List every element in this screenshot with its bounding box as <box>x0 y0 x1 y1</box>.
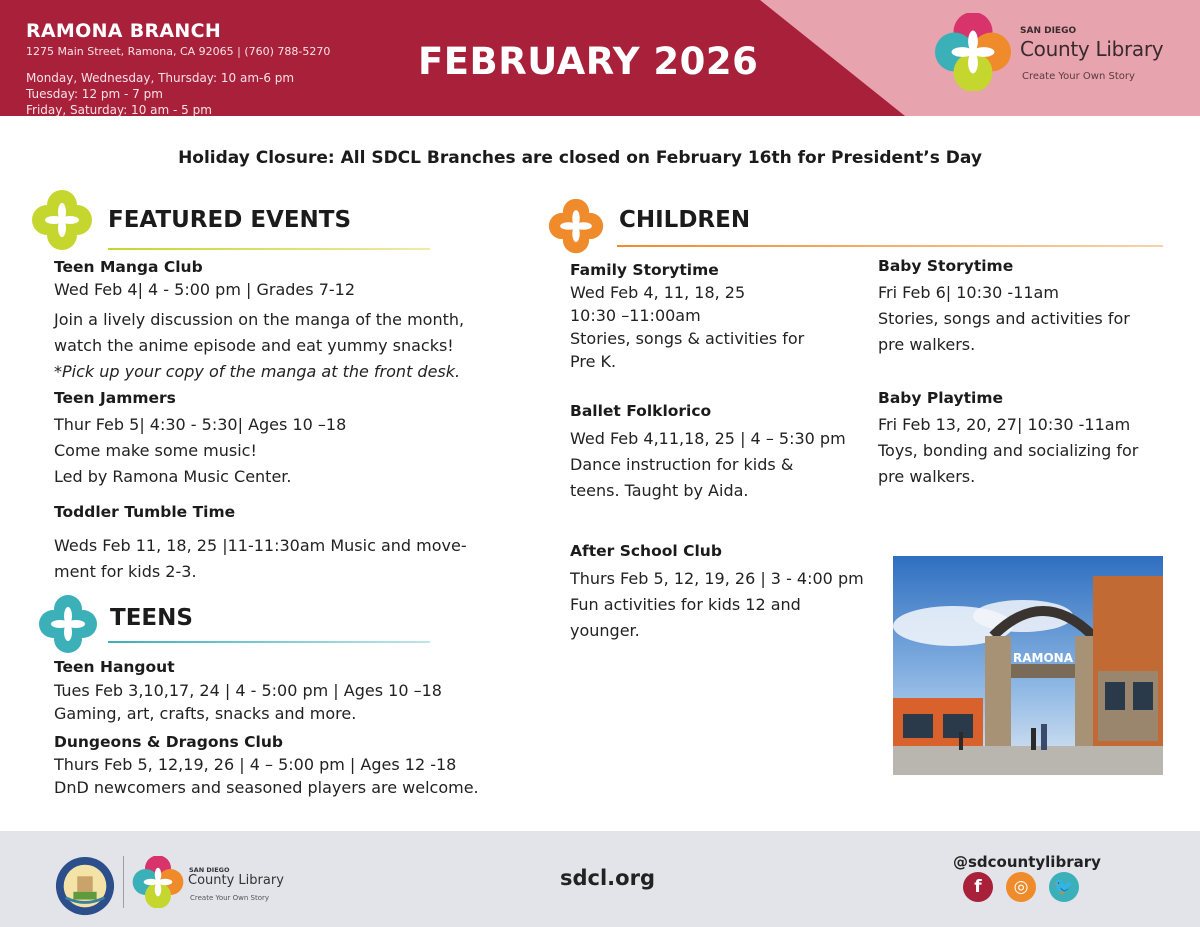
event-details <box>570 281 804 373</box>
logo-tagline: Create Your Own Story <box>190 894 270 902</box>
event-when: Tues Feb 3,10,17, 24 | 4 - 5:00 pm | Ages 10 –18 <box>54 681 442 700</box>
event-description-line: pre walkers. <box>878 467 976 486</box>
holiday-notice: Holiday Closure: All SDCL Branches are closed on February 16th for President’s Day <box>178 148 982 168</box>
event-title: Dungeons & Dragons Club <box>54 733 283 751</box>
featured-flower-icon <box>30 188 94 252</box>
event-description-line: younger. <box>570 621 640 640</box>
footer-divider <box>123 856 124 908</box>
branch-name: RAMONA BRANCH <box>26 20 222 42</box>
county-library-logo[interactable] <box>934 13 1174 95</box>
event-title: Toddler Tumble Time <box>54 503 236 521</box>
branch-building-photo <box>893 556 1163 775</box>
logo-name: County Library <box>188 873 284 888</box>
event-description-line: Toys, bonding and socializing for <box>878 441 1139 460</box>
event-when: Weds Feb 11, 18, 25 |11-11:30am Music and move- <box>54 536 467 555</box>
logo-small-text: SAN DIEGO <box>189 866 230 874</box>
header-banner <box>0 0 1200 116</box>
event-description-line: Fun activities for kids 12 and <box>570 595 801 614</box>
event-description-line: Led by Ramona Music Center. <box>54 467 292 486</box>
twitter-icon[interactable]: 🐦 <box>1049 872 1079 902</box>
event-details <box>878 412 1138 490</box>
event-when: Fri Feb 13, 20, 27| 10:30 -11am <box>878 415 1131 434</box>
branch-hours <box>26 70 294 116</box>
event-details <box>54 412 346 490</box>
month-title: FEBRUARY 2026 <box>418 40 759 83</box>
event-when: Thur Feb 5| 4:30 - 5:30| Ages 10 –18 <box>54 415 347 434</box>
hours-line: Friday, Saturday: 10 am - 5 pm <box>26 103 212 116</box>
event-when: Wed Feb 4| 4 - 5:00 pm | Grades 7-12 <box>54 280 355 299</box>
instagram-icon[interactable]: ◎ <box>1006 872 1036 902</box>
social-handle[interactable]: @sdcountylibrary <box>953 853 1101 871</box>
event-description-line: watch the anime episode and eat yummy snacks! <box>54 336 454 355</box>
event-title: Teen Manga Club <box>54 258 203 276</box>
event-note: *Pick up your copy of the manga at the front desk. <box>54 362 461 381</box>
event-when: Thurs Feb 5, 12, 19, 26 | 3 - 4:00 pm <box>570 569 864 588</box>
event-description-line: pre walkers. <box>878 335 976 354</box>
footer-library-logo[interactable] <box>132 856 302 912</box>
section-title-children: CHILDREN <box>619 207 751 233</box>
county-seal-icon <box>54 855 116 917</box>
hours-line: Tuesday: 12 pm - 7 pm <box>26 87 163 101</box>
event-details <box>878 280 1130 358</box>
branch-address: 1275 Main Street, Ramona, CA 92065 | (760) 788-5270 <box>26 45 331 58</box>
event-description-line: Come make some music! <box>54 441 257 460</box>
event-when: Wed Feb 4, 11, 18, 25 <box>570 283 746 302</box>
event-title: Family Storytime <box>570 261 719 279</box>
event-title: Ballet Folklorico <box>570 402 712 420</box>
event-details <box>54 753 479 799</box>
section-title-teens: TEENS <box>110 605 193 631</box>
logo-name: County Library <box>1020 37 1164 61</box>
event-details <box>54 679 442 725</box>
event-title: Teen Jammers <box>54 389 176 407</box>
teens-flower-icon <box>36 592 100 656</box>
logo-small-text: SAN DIEGO <box>1020 26 1077 36</box>
event-description-line: Gaming, art, crafts, snacks and more. <box>54 704 357 723</box>
event-when: Wed Feb 4,11,18, 25 | 4 – 5:30 pm <box>570 429 846 448</box>
children-flower-icon <box>546 196 606 256</box>
flower-logo-icon <box>934 13 1012 91</box>
event-description-line: Join a lively discussion on the manga of the month, <box>54 310 465 329</box>
event-description-line: Stories, songs and activities for <box>878 309 1130 328</box>
event-description-line: Dance instruction for kids & <box>570 455 794 474</box>
event-description-line: Pre K. <box>570 352 617 371</box>
logo-tagline: Create Your Own Story <box>1022 71 1135 82</box>
section-title-featured: FEATURED EVENTS <box>108 207 352 233</box>
event-description-line: Stories, songs & activities for <box>570 329 805 348</box>
event-time: 10:30 –11:00am <box>570 306 701 325</box>
event-title: Baby Playtime <box>878 389 1004 407</box>
section-underline <box>108 248 430 250</box>
event-description-line: teens. Taught by Aida. <box>570 481 749 500</box>
event-title: Teen Hangout <box>54 658 175 676</box>
event-description <box>54 307 464 385</box>
event-title: Baby Storytime <box>878 257 1014 275</box>
photo-sign-text: RAMONA <box>1013 651 1073 665</box>
event-description-line: ment for kids 2-3. <box>54 562 197 581</box>
event-when: Fri Feb 6| 10:30 -11am <box>878 283 1059 302</box>
event-details <box>54 533 467 585</box>
event-details <box>570 566 864 644</box>
section-underline <box>617 245 1163 247</box>
event-description-line: DnD newcomers and seasoned players are welcome. <box>54 778 479 797</box>
website-link[interactable]: sdcl.org <box>560 866 655 890</box>
event-title: After School Club <box>570 542 722 560</box>
hours-line: Monday, Wednesday, Thursday: 10 am-6 pm <box>26 71 295 85</box>
event-details <box>570 426 846 504</box>
facebook-icon[interactable]: f <box>963 872 993 902</box>
flower-logo-icon <box>132 856 184 908</box>
section-underline <box>108 641 430 643</box>
event-when: Thurs Feb 5, 12,19, 26 | 4 – 5:00 pm | Ages 12 -18 <box>54 755 457 774</box>
